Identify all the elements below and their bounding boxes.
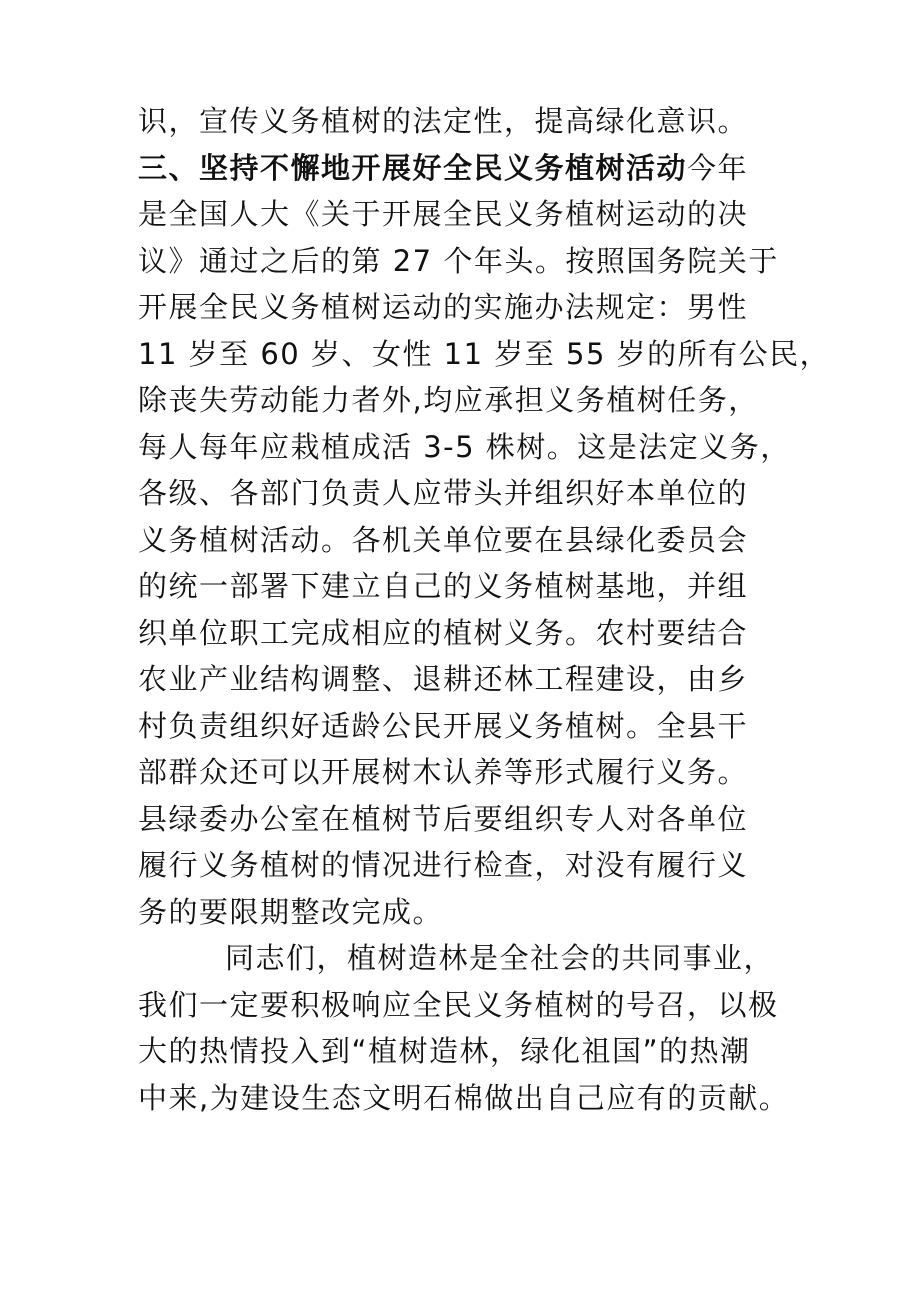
text-line: 11 岁至 60 岁、女性 11 岁至 55 岁的所有公民，	[138, 336, 831, 371]
text-line: 大的热情投入到“植树造林，绿化祖国”的热潮	[138, 1034, 751, 1068]
text-line: 开展全民义务植树运动的实施办法规定：男性	[138, 290, 749, 324]
text-line: 履行义务植树的情况进行检查，对没有履行义	[138, 848, 749, 882]
text-line: 务的要限期整改完成。	[138, 894, 444, 929]
text-line: 各级、各部门负责人应带头并组织好本单位的	[138, 476, 749, 510]
text-line: 农业产业结构调整、退耕还林工程建设，由乡	[138, 662, 749, 696]
text-line: 部群众还可以开展树木认养等形式履行义务。	[138, 755, 749, 789]
section-3-heading: 三、坚持不懈地开展好全民义务植树活动	[138, 150, 688, 185]
text-line: 村负责组织好适龄公民开展义务植树。全县干	[138, 708, 749, 743]
text-line: 织单位职工完成相应的植树义务。农村要结合	[138, 615, 749, 650]
section-3-first-line	[138, 145, 798, 192]
text-line: 每人每年应栽植成活 3-5 株树。这是法定义务，	[138, 429, 791, 464]
text-run: 今年	[687, 150, 749, 185]
text-line: 是全国人大《关于开展全民义务植树运动的决	[138, 197, 749, 231]
text-line: 义务植树活动。各机关单位要在县绿化委员会	[138, 522, 749, 557]
text-line: 议》通过之后的第 27 个年头。按照国务院关于	[138, 243, 779, 278]
closing-paragraph-first-line: 同志们，植树造林是全社会的共同事业，	[225, 941, 775, 975]
text-line: 县绿委办公室在植树节后要组织专人对各单位	[138, 801, 749, 836]
body-text	[138, 98, 831, 1121]
text-line: 我们一定要积极响应全民义务植树的号召，以极	[138, 987, 779, 1022]
text-line: 识，宣传义务植树的法定性，提高绿化意识。	[138, 104, 749, 138]
text-line: 中来,为建设生态文明石棉做出自己应有的贡献。	[138, 1080, 790, 1115]
text-line: 的统一部署下建立自己的义务植树基地，并组	[138, 569, 749, 603]
text-line: 除丧失劳动能力者外,均应承担义务植树任务，	[138, 383, 759, 417]
